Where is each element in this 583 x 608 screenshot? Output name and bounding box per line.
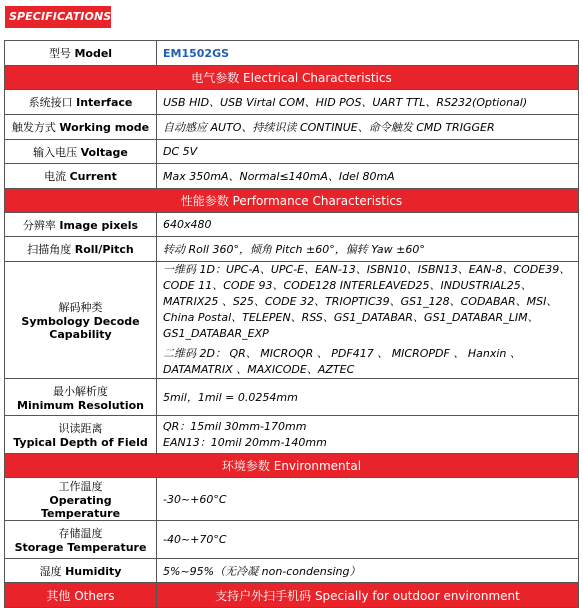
section-electrical-title: 电气参数 Electrical Characteristics: [5, 66, 579, 90]
current-row: [5, 164, 579, 189]
humidity-label-en: Humidity: [65, 564, 122, 578]
roll-pitch-value: 转动 Roll 360°，倾角 Pitch ±60°，偏转 Yaw ±60°: [157, 237, 579, 262]
working-mode-label-cn: 触发方式: [11, 121, 56, 134]
model-label-en: Model: [74, 47, 113, 60]
interface-label-en: Interface: [76, 96, 133, 109]
image-pixels-row: [5, 213, 579, 237]
depth-row: [5, 416, 579, 454]
interface-value: USB HID、USB Virtal COM、HID POS、UART TTL、RS232(Optional): [157, 90, 579, 115]
others-row: [5, 583, 579, 608]
roll-pitch-label: [5, 237, 157, 262]
operating-temp-label-cn: 工作温度: [58, 480, 103, 493]
model-label-cn: 型号: [48, 47, 71, 60]
resolution-row: [5, 379, 579, 416]
roll-pitch-label-en: Roll/Pitch: [74, 243, 134, 256]
operating-temp-row: [5, 478, 579, 521]
specifications-banner: SPECIFICATIONS: [5, 6, 111, 28]
storage-temp-value: -40~+70°C: [157, 521, 579, 559]
resolution-value: 5mil，1mil = 0.0254mm: [157, 379, 579, 416]
storage-temp-label-cn: 存储温度: [58, 527, 103, 540]
symbology-row: [5, 262, 579, 379]
working-mode-label-en: Working mode: [59, 121, 150, 134]
voltage-value: DC 5V: [157, 140, 579, 164]
storage-temp-label: [5, 521, 157, 559]
storage-temp-label-en: Storage Temperature: [14, 541, 147, 554]
humidity-row: [5, 559, 579, 583]
image-pixels-label-en: Image pixels: [59, 218, 139, 232]
image-pixels-value: 640x480: [157, 213, 579, 237]
operating-temp-label-en: Operating Temperature: [40, 494, 121, 520]
depth-label-cn: 识读距离: [58, 422, 103, 435]
operating-temp-label: [5, 478, 157, 521]
symbology-2d: 二维码 2D： QR、 MICROQR 、 PDF417 、 MICROPDF 、 Hanxin 、DATAMATRIX 、MAXICODE、AZTEC: [163, 347, 521, 376]
working-mode-label: [5, 115, 157, 140]
resolution-label: [5, 379, 157, 416]
section-environmental: [5, 454, 579, 478]
working-mode-row: [5, 115, 579, 140]
others-value: 支持户外扫手机码 Specially for outdoor environment: [157, 583, 579, 608]
depth-label: [5, 416, 157, 454]
others-label: 其他 Others: [5, 583, 157, 608]
interface-label-cn: 系统接口: [28, 96, 73, 109]
image-pixels-label: [5, 213, 157, 237]
storage-temp-row: [5, 521, 579, 559]
current-label-cn: 电流: [44, 170, 67, 183]
model-row: [5, 41, 579, 66]
resolution-label-en: Minimum Resolution: [17, 398, 144, 412]
section-performance: [5, 189, 579, 213]
symbology-label-en-2: Capability: [49, 328, 112, 341]
humidity-label-cn: 湿度: [39, 564, 62, 578]
roll-pitch-label-cn: 扫描角度: [27, 243, 72, 256]
symbology-label-en-1: Symbology Decode: [21, 315, 140, 328]
working-mode-value: 自动感应 AUTO、持续识读 CONTINUE、命令触发 CMD TRIGGER: [157, 115, 579, 140]
voltage-row: [5, 140, 579, 164]
current-label: [5, 164, 157, 189]
model-label: [5, 41, 157, 66]
image-pixels-label-cn: 分辨率: [22, 218, 56, 232]
interface-row: [5, 90, 579, 115]
voltage-label: [5, 140, 157, 164]
resolution-label-cn: 最小解析度: [53, 384, 108, 398]
symbology-value: [157, 262, 579, 379]
section-performance-title: 性能参数 Performance Characteristics: [5, 189, 579, 213]
current-label-en: Current: [69, 170, 117, 183]
symbology-label: [5, 262, 157, 379]
spec-table: [4, 40, 579, 608]
symbology-label-cn: 解码种类: [58, 301, 103, 314]
depth-label-en: Typical Depth of Field: [13, 436, 148, 449]
section-electrical: [5, 66, 579, 90]
voltage-label-cn: 输入电压: [33, 145, 78, 159]
model-value: EM1502GS: [157, 41, 579, 66]
voltage-label-en: Voltage: [80, 145, 128, 159]
depth-ean13: EAN13：10mil 20mm-140mm: [163, 435, 327, 449]
roll-pitch-row: [5, 237, 579, 262]
current-value: Max 350mA、Normal≤140mA、Idel 80mA: [157, 164, 579, 189]
humidity-value: 5%~95%（无冷凝 non-condensing）: [157, 559, 579, 583]
interface-label: [5, 90, 157, 115]
humidity-label: [5, 559, 157, 583]
operating-temp-value: -30~+60°C: [157, 478, 579, 521]
depth-value: [157, 416, 579, 454]
depth-qr: QR：15mil 30mm-170mm: [163, 419, 307, 433]
section-environmental-title: 环境参数 Environmental: [5, 454, 579, 478]
symbology-1d: 一维码 1D：UPC-A、UPC-E、EAN-13、ISBN10、ISBN13、EAN-8、CODE39、CODE 11、CODE 93、CODE128 INTERLEAVED25、INDUSTRIAL25、MATRIX25 、S25、CODE 32、TRIOPTIC39、GS1_128、CODABAR、MSI、China Postal、TELEPEN、RSS、GS1_DATABAR、GS1_DATABAR_LIM、GS1_DATABAR_EXP: [163, 263, 571, 340]
